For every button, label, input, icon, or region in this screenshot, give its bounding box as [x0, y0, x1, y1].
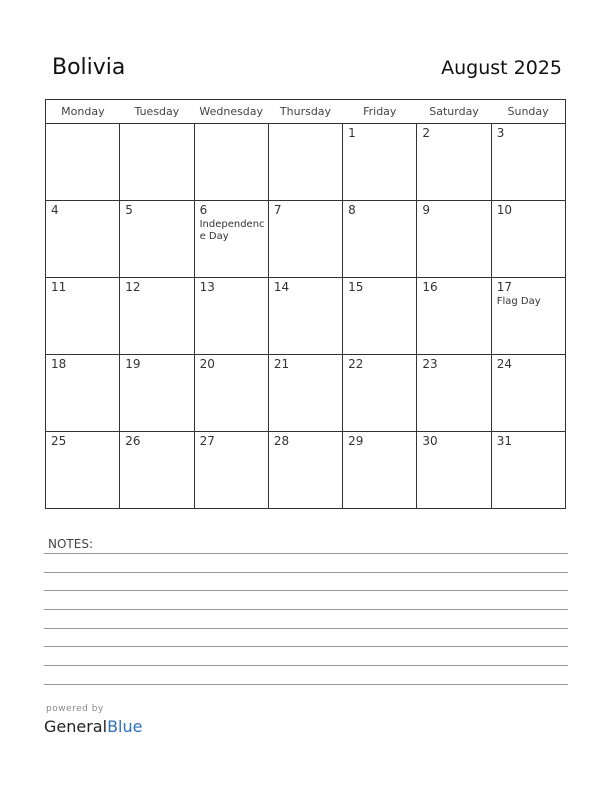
calendar-week-row: [46, 124, 566, 201]
calendar-day-cell: [268, 355, 342, 432]
weekday-header: Friday: [343, 100, 417, 124]
note-line: [44, 572, 568, 573]
note-line: [44, 609, 568, 610]
calendar-week-row: [46, 201, 566, 278]
calendar-day-cell: [417, 124, 491, 201]
day-number: 4: [51, 203, 59, 217]
note-line: [44, 684, 568, 685]
logo-general-text: General: [44, 717, 108, 736]
calendar-day-cell: [417, 432, 491, 509]
day-number: 27: [199, 434, 215, 448]
day-number: 11: [51, 280, 67, 294]
day-number: 22: [348, 357, 364, 371]
day-number: 12: [125, 280, 141, 294]
calendar-day-cell: [491, 432, 565, 509]
day-number: 10: [496, 203, 512, 217]
holiday-label: Independence Day: [199, 219, 265, 242]
calendar-day-cell: [194, 124, 268, 201]
note-line: [44, 646, 568, 647]
day-number: 21: [273, 357, 290, 371]
powered-by-text: powered by: [46, 704, 104, 714]
calendar-day-cell: [268, 124, 342, 201]
calendar-week-row: [46, 355, 566, 432]
calendar-day-cell: [417, 201, 491, 278]
calendar-day-cell: [46, 278, 120, 355]
day-number: 20: [199, 357, 215, 371]
day-number: 16: [422, 280, 438, 294]
calendar-day-cell: [343, 355, 417, 432]
calendar-day-cell: [194, 355, 268, 432]
calendar-day-cell: [417, 278, 491, 355]
calendar-day-cell: [491, 124, 565, 201]
calendar-day-cell: [343, 278, 417, 355]
calendar-day-cell: [491, 355, 565, 432]
note-line: [44, 590, 568, 591]
note-line: [44, 628, 568, 629]
day-number: 15: [348, 280, 364, 294]
country-title: Bolivia: [52, 55, 126, 80]
calendar-day-cell: [343, 432, 417, 509]
day-number: 17: [496, 280, 512, 294]
day-number: 13: [199, 280, 215, 294]
weekday-header: Saturday: [417, 100, 491, 124]
calendar-day-cell: [268, 278, 342, 355]
calendar-day-cell: [268, 201, 342, 278]
day-number: 31: [496, 434, 512, 448]
generalblue-logo: [44, 717, 142, 736]
day-number: 5: [125, 203, 133, 217]
calendar-day-cell: [194, 201, 268, 278]
calendar-day-cell: [120, 278, 194, 355]
note-line: [44, 665, 568, 666]
day-number: 23: [422, 357, 438, 371]
calendar-day-cell: [46, 124, 120, 201]
calendar-day-cell: [120, 432, 194, 509]
calendar-day-cell: [194, 278, 268, 355]
calendar-day-cell: [120, 355, 194, 432]
holiday-label: Flag Day: [496, 296, 541, 307]
day-number: 2: [422, 126, 431, 140]
calendar-grid: [45, 99, 566, 509]
weekday-header: Tuesday: [120, 100, 194, 124]
day-number: 18: [51, 357, 67, 371]
calendar-day-cell: [417, 355, 491, 432]
calendar-day-cell: [120, 124, 194, 201]
calendar-day-cell: [46, 201, 120, 278]
logo-blue-text: Blue: [107, 717, 143, 736]
calendar-day-cell: [46, 355, 120, 432]
weekday-header-row: [46, 100, 566, 124]
calendar-week-row: [46, 432, 566, 509]
day-number: 25: [51, 434, 67, 448]
month-year-title: August 2025: [441, 57, 562, 79]
calendar-day-cell: [46, 432, 120, 509]
calendar-week-row: [46, 278, 566, 355]
day-number: 6: [199, 203, 208, 217]
day-number: 8: [348, 203, 356, 217]
note-line: [44, 553, 568, 554]
calendar-day-cell: [194, 432, 268, 509]
day-number: 9: [422, 203, 431, 217]
day-number: 7: [273, 203, 282, 217]
day-number: 1: [348, 126, 356, 140]
day-number: 14: [273, 280, 290, 294]
weekday-header: Thursday: [268, 100, 342, 124]
day-number: 19: [125, 357, 141, 371]
day-number: 30: [422, 434, 438, 448]
calendar-day-cell: [491, 278, 565, 355]
notes-label: NOTES:: [48, 537, 93, 551]
calendar-day-cell: [491, 201, 565, 278]
calendar-body: [46, 124, 566, 509]
day-number: 29: [348, 434, 364, 448]
day-number: 26: [125, 434, 141, 448]
calendar-day-cell: [343, 124, 417, 201]
calendar-day-cell: [268, 432, 342, 509]
calendar-day-cell: [343, 201, 417, 278]
day-number: 3: [496, 126, 505, 140]
weekday-header: Wednesday: [194, 100, 268, 124]
calendar-day-cell: [120, 201, 194, 278]
weekday-header: Sunday: [491, 100, 565, 124]
day-number: 28: [273, 434, 290, 448]
weekday-header: Monday: [46, 100, 120, 124]
day-number: 24: [496, 357, 512, 371]
